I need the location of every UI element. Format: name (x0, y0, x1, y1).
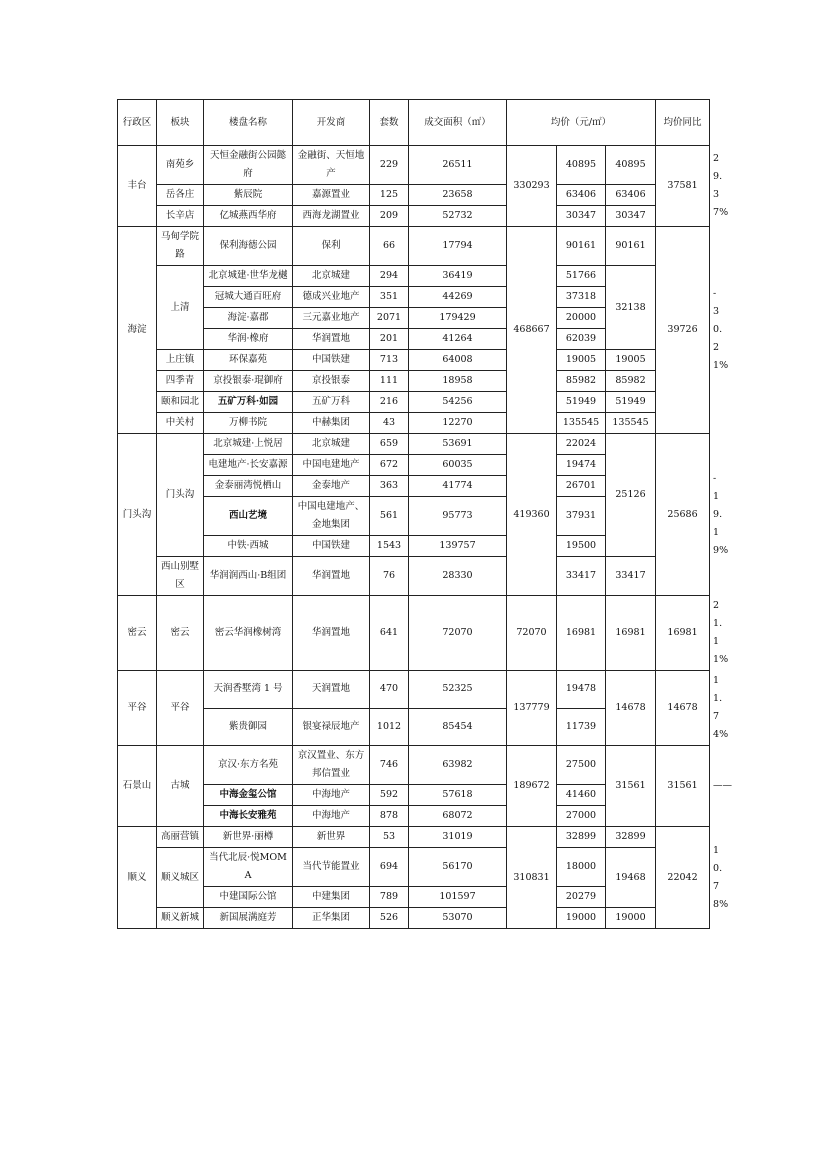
project-price-cell: 135545 (557, 413, 606, 434)
developer-cell: 中国电建地产 (293, 455, 370, 476)
area-cell: 139757 (409, 536, 507, 557)
project-price-cell: 30347 (557, 206, 606, 227)
developer-cell: 天润置地 (293, 671, 370, 709)
units-cell: 201 (370, 329, 409, 350)
units-cell: 43 (370, 413, 409, 434)
area-cell: 85454 (409, 708, 507, 746)
project-price-cell: 18000 (557, 848, 606, 887)
project-price-cell: 85982 (557, 371, 606, 392)
project-price-cell: 41460 (557, 785, 606, 806)
developer-cell: 中国铁建 (293, 536, 370, 557)
units-cell: 53 (370, 827, 409, 848)
district-avg-price-cell: 16981 (656, 596, 710, 671)
developer-cell: 京汉置业、东方邦信置业 (293, 746, 370, 785)
units-cell: 746 (370, 746, 409, 785)
area-cell: 54256 (409, 392, 507, 413)
block-cell: 岳各庄 (157, 185, 204, 206)
developer-cell: 金融街、天恒地产 (293, 146, 370, 185)
block-cell: 上清 (157, 266, 204, 350)
project-cell: 新世界·丽樽 (204, 827, 293, 848)
table-row: 丰台 南苑乡 天恒金融街公园懿府 金融街、天恒地产 229 26511 330293 40895 40895 37581 29.37% (118, 146, 710, 185)
project-cell: 北京城建·世华龙樾 (204, 266, 293, 287)
header-block: 板块 (157, 100, 204, 146)
project-cell: 华润·橡府 (204, 329, 293, 350)
block-avg-price-cell: 32899 (606, 827, 656, 848)
units-cell: 125 (370, 185, 409, 206)
project-cell: 紫辰院 (204, 185, 293, 206)
area-cell: 41774 (409, 476, 507, 497)
table-row: 密云 密云 密云华润橡树湾 华润置地 641 72070 72070 16981 16981 16981 21.11% (118, 596, 710, 671)
units-cell: 111 (370, 371, 409, 392)
units-cell: 592 (370, 785, 409, 806)
header-project: 楼盘名称 (204, 100, 293, 146)
district-total-area-cell: 419360 (507, 434, 557, 596)
area-cell: 68072 (409, 806, 507, 827)
table-row: 平谷 平谷 天润香墅湾 1 号 天润置地 470 52325 137779 19478 14678 14678 11.74% (118, 671, 710, 709)
district-total-area-cell: 137779 (507, 671, 557, 746)
district-total-area-cell: 330293 (507, 146, 557, 227)
block-avg-price-cell: 19468 (606, 848, 656, 908)
block-avg-price-cell: 90161 (606, 227, 656, 266)
project-price-cell: 20279 (557, 887, 606, 908)
project-cell: 金泰丽湾悦栖山 (204, 476, 293, 497)
project-price-cell: 90161 (557, 227, 606, 266)
block-avg-price-cell: 63406 (606, 185, 656, 206)
project-price-cell: 22024 (557, 434, 606, 455)
block-cell: 四季青 (157, 371, 204, 392)
developer-cell: 三元嘉业地产 (293, 308, 370, 329)
units-cell: 694 (370, 848, 409, 887)
table-row (118, 266, 710, 287)
units-cell: 229 (370, 146, 409, 185)
block-cell: 中关村 (157, 413, 204, 434)
block-cell: 南苑乡 (157, 146, 204, 185)
project-cell: 中海长安雅苑 (204, 806, 293, 827)
block-cell: 马甸学院路 (157, 227, 204, 266)
developer-cell: 华润置地 (293, 329, 370, 350)
block-avg-price-cell: 31561 (606, 746, 656, 827)
units-cell: 789 (370, 887, 409, 908)
area-cell: 26511 (409, 146, 507, 185)
project-cell: 海淀·嘉郡 (204, 308, 293, 329)
project-price-cell: 19500 (557, 536, 606, 557)
district-avg-price-cell: 14678 (656, 671, 710, 746)
project-price-cell: 26701 (557, 476, 606, 497)
area-cell: 53070 (409, 908, 507, 929)
block-cell: 上庄镇 (157, 350, 204, 371)
block-cell: 平谷 (157, 671, 204, 746)
project-price-cell: 33417 (557, 557, 606, 596)
project-cell: 紫贵御园 (204, 708, 293, 746)
units-cell: 878 (370, 806, 409, 827)
project-cell: 亿城燕西华府 (204, 206, 293, 227)
developer-cell: 保利 (293, 227, 370, 266)
project-price-cell: 37931 (557, 497, 606, 536)
project-cell: 京投银泰·琨御府 (204, 371, 293, 392)
units-cell: 526 (370, 908, 409, 929)
units-cell: 294 (370, 266, 409, 287)
project-cell: 密云华润橡树湾 (204, 596, 293, 671)
block-avg-price-cell: 33417 (606, 557, 656, 596)
block-cell: 顺义城区 (157, 848, 204, 908)
project-price-cell: 40895 (557, 146, 606, 185)
header-units: 套数 (370, 100, 409, 146)
area-cell: 52732 (409, 206, 507, 227)
district-avg-price-cell: 37581 (656, 146, 710, 227)
table-row (118, 413, 710, 434)
units-cell: 672 (370, 455, 409, 476)
project-cell: 中海金玺公馆 (204, 785, 293, 806)
project-price-cell: 11739 (557, 708, 606, 746)
district-avg-price-cell: 25686 (656, 434, 710, 596)
area-cell: 23658 (409, 185, 507, 206)
area-cell: 31019 (409, 827, 507, 848)
header-developer: 开发商 (293, 100, 370, 146)
project-cell: 电建地产·长安嘉源 (204, 455, 293, 476)
units-cell: 470 (370, 671, 409, 709)
units-cell: 561 (370, 497, 409, 536)
block-cell: 顺义新城 (157, 908, 204, 929)
developer-cell: 京投银泰 (293, 371, 370, 392)
table-row (118, 557, 710, 596)
district-avg-price-cell: 31561 (656, 746, 710, 827)
project-cell: 天恒金融街公园懿府 (204, 146, 293, 185)
units-cell: 713 (370, 350, 409, 371)
housing-sales-table (117, 99, 733, 929)
area-cell: 101597 (409, 887, 507, 908)
project-cell: 中铁·西城 (204, 536, 293, 557)
developer-cell: 中建集团 (293, 887, 370, 908)
block-cell: 西山别墅区 (157, 557, 204, 596)
project-cell: 北京城建·上悦居 (204, 434, 293, 455)
table-row (118, 908, 710, 929)
district-total-area-cell: 310831 (507, 827, 557, 929)
area-cell: 64008 (409, 350, 507, 371)
project-cell: 万柳书院 (204, 413, 293, 434)
project-price-cell: 32899 (557, 827, 606, 848)
block-avg-price-cell: 40895 (606, 146, 656, 185)
district-avg-price-cell: 22042 (656, 827, 710, 929)
area-cell: 52325 (409, 671, 507, 709)
header-row (118, 100, 710, 146)
district-cell: 石景山 (118, 746, 157, 827)
table-body (118, 146, 733, 929)
developer-cell: 北京城建 (293, 434, 370, 455)
units-cell: 216 (370, 392, 409, 413)
project-cell: 冠城大通百旺府 (204, 287, 293, 308)
block-avg-price-cell: 51949 (606, 392, 656, 413)
project-price-cell: 20000 (557, 308, 606, 329)
project-price-cell: 19478 (557, 671, 606, 709)
area-cell: 60035 (409, 455, 507, 476)
table-row: 门头沟 门头沟 北京城建·上悦居 北京城建 659 53691 419360 22024 25126 25686 -19.19% (118, 434, 710, 455)
project-price-cell: 51949 (557, 392, 606, 413)
area-cell: 18958 (409, 371, 507, 392)
developer-cell: 华润置地 (293, 596, 370, 671)
developer-cell: 中海地产 (293, 806, 370, 827)
developer-cell: 中赫集团 (293, 413, 370, 434)
block-avg-price-cell: 85982 (606, 371, 656, 392)
developer-cell: 五矿万科 (293, 392, 370, 413)
block-avg-price-cell: 14678 (606, 671, 656, 746)
district-cell: 丰台 (118, 146, 157, 227)
developer-cell: 西海龙湖置业 (293, 206, 370, 227)
developer-cell: 当代节能置业 (293, 848, 370, 887)
block-cell: 古城 (157, 746, 204, 827)
project-price-cell: 19000 (557, 908, 606, 929)
district-total-area-cell: 72070 (507, 596, 557, 671)
project-cell: 中建国际公馆 (204, 887, 293, 908)
table-row: 石景山 古城 京汉·东方名苑 京汉置业、东方邦信置业 746 63982 189672 27500 31561 31561 —— (118, 746, 710, 785)
project-cell: 华润润西山·B组团 (204, 557, 293, 596)
area-cell: 12270 (409, 413, 507, 434)
block-avg-price-cell: 135545 (606, 413, 656, 434)
developer-cell: 金泰地产 (293, 476, 370, 497)
area-cell: 63982 (409, 746, 507, 785)
district-cell: 海淀 (118, 227, 157, 434)
project-cell: 天润香墅湾 1 号 (204, 671, 293, 709)
developer-cell: 正华集团 (293, 908, 370, 929)
area-cell: 17794 (409, 227, 507, 266)
area-cell: 56170 (409, 848, 507, 887)
header-avg-price: 均价（元/㎡） (507, 100, 656, 146)
block-avg-price-cell: 25126 (606, 434, 656, 557)
project-cell: 保利海德公园 (204, 227, 293, 266)
developer-cell: 新世界 (293, 827, 370, 848)
district-avg-price-cell: 39726 (656, 227, 710, 434)
block-cell: 密云 (157, 596, 204, 671)
header-area: 成交面积（㎡） (409, 100, 507, 146)
district-cell: 平谷 (118, 671, 157, 746)
table-row: 海淀 马甸学院路 保利海德公园 保利 66 17794 468667 90161 90161 39726 -30.21% (118, 227, 710, 266)
block-avg-price-cell: 19005 (606, 350, 656, 371)
area-cell: 53691 (409, 434, 507, 455)
district-total-area-cell: 468667 (507, 227, 557, 434)
developer-cell: 中海地产 (293, 785, 370, 806)
developer-cell: 银宴禄辰地产 (293, 708, 370, 746)
district-total-area-cell: 189672 (507, 746, 557, 827)
units-cell: 641 (370, 596, 409, 671)
area-cell: 72070 (409, 596, 507, 671)
project-price-cell: 63406 (557, 185, 606, 206)
units-cell: 76 (370, 557, 409, 596)
project-cell: 西山艺境 (204, 497, 293, 536)
developer-cell: 中国电建地产、金地集团 (293, 497, 370, 536)
developer-cell: 北京城建 (293, 266, 370, 287)
units-cell: 209 (370, 206, 409, 227)
project-cell: 新国展满庭芳 (204, 908, 293, 929)
block-cell: 长辛店 (157, 206, 204, 227)
project-price-cell: 27000 (557, 806, 606, 827)
units-cell: 659 (370, 434, 409, 455)
project-price-cell: 19474 (557, 455, 606, 476)
table-row (118, 392, 710, 413)
area-cell: 44269 (409, 287, 507, 308)
developer-cell: 德成兴业地产 (293, 287, 370, 308)
block-cell: 门头沟 (157, 434, 204, 557)
table-row (118, 185, 710, 206)
block-cell: 颐和园北 (157, 392, 204, 413)
project-price-cell: 16981 (557, 596, 606, 671)
units-cell: 1012 (370, 708, 409, 746)
area-cell: 57618 (409, 785, 507, 806)
project-cell: 京汉·东方名苑 (204, 746, 293, 785)
district-cell: 顺义 (118, 827, 157, 929)
table-row (118, 848, 710, 887)
table-row: 顺义 高丽营镇 新世界·丽樽 新世界 53 31019 310831 32899 32899 22042 10.78% (118, 827, 710, 848)
project-price-cell: 19005 (557, 350, 606, 371)
district-cell: 密云 (118, 596, 157, 671)
area-cell: 41264 (409, 329, 507, 350)
block-cell: 高丽营镇 (157, 827, 204, 848)
project-price-cell: 27500 (557, 746, 606, 785)
units-cell: 363 (370, 476, 409, 497)
header-district: 行政区 (118, 100, 157, 146)
project-cell: 五矿万科·如园 (204, 392, 293, 413)
area-cell: 179429 (409, 308, 507, 329)
area-cell: 36419 (409, 266, 507, 287)
units-cell: 2071 (370, 308, 409, 329)
area-cell: 95773 (409, 497, 507, 536)
block-avg-price-cell: 32138 (606, 266, 656, 350)
project-cell: 环保嘉苑 (204, 350, 293, 371)
project-price-cell: 51766 (557, 266, 606, 287)
project-cell: 当代北辰·悦MOMA (204, 848, 293, 887)
units-cell: 66 (370, 227, 409, 266)
developer-cell: 中国铁建 (293, 350, 370, 371)
block-avg-price-cell: 19000 (606, 908, 656, 929)
table-row (118, 350, 710, 371)
developer-cell: 嘉源置业 (293, 185, 370, 206)
table-row (118, 371, 710, 392)
block-avg-price-cell: 16981 (606, 596, 656, 671)
block-avg-price-cell: 30347 (606, 206, 656, 227)
project-price-cell: 37318 (557, 287, 606, 308)
units-cell: 351 (370, 287, 409, 308)
area-cell: 28330 (409, 557, 507, 596)
table-row (118, 206, 710, 227)
units-cell: 1543 (370, 536, 409, 557)
district-cell: 门头沟 (118, 434, 157, 596)
project-price-cell: 62039 (557, 329, 606, 350)
header-yoy: 均价同比 (656, 100, 710, 146)
developer-cell: 华润置地 (293, 557, 370, 596)
